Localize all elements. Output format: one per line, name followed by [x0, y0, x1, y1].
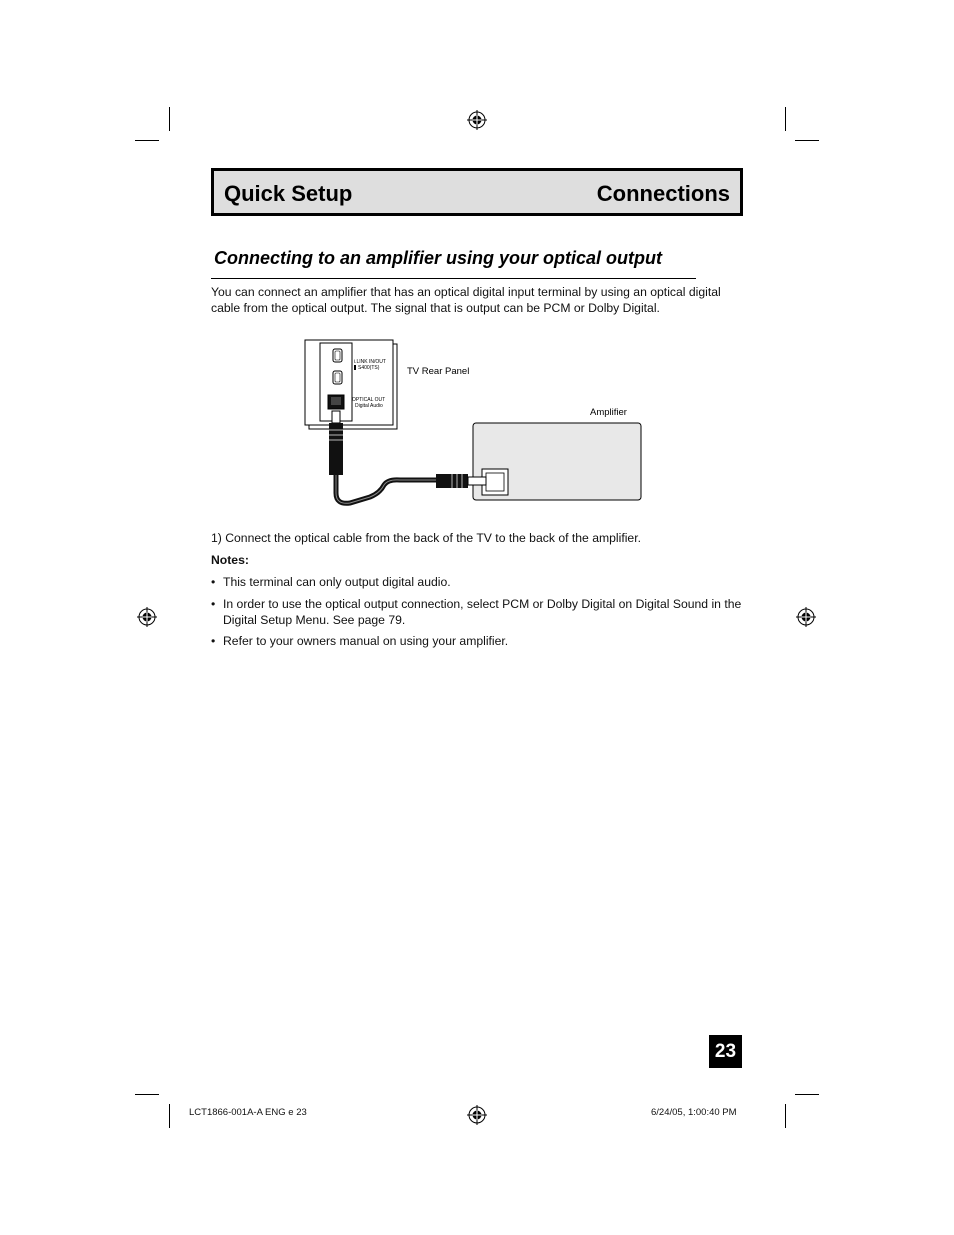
- bullet-icon: •: [211, 597, 216, 611]
- note-text: This terminal can only output digital audio.: [223, 575, 451, 589]
- header-title-right: Connections: [596, 181, 730, 206]
- registration-mark-icon: [467, 1105, 487, 1125]
- crop-mark: [795, 140, 819, 141]
- section-title: Connecting to an amplifier using your optical output: [214, 248, 662, 268]
- connection-diagram: [300, 335, 650, 510]
- bullet-icon: •: [211, 575, 216, 589]
- optical-label: OPTICAL OUT: [352, 397, 386, 403]
- optical-sub-label: Digital Audio: [355, 403, 383, 409]
- step-1: 1) Connect the optical cable from the back of the TV to the back of the amplifier.: [211, 531, 641, 545]
- note-item: [211, 575, 746, 591]
- ilink-logo-icon: [354, 365, 356, 370]
- crop-mark: [135, 140, 159, 141]
- registration-mark-icon: [796, 607, 816, 627]
- crop-mark: [135, 1094, 159, 1095]
- notes-heading: Notes:: [211, 553, 249, 567]
- crop-mark: [169, 1104, 170, 1128]
- section-divider: [211, 278, 696, 279]
- footer-file-info: LCT1866-001A-A ENG e 23: [189, 1107, 307, 1118]
- ilink-label: i.LINK IN/OUT: [354, 359, 386, 365]
- ilink-sub-label: S400(TS): [358, 365, 380, 371]
- note-text: In order to use the optical output connection, select PCM or Dolby Digital on Digital Sound in the Digital Setup Menu. See page 79.: [223, 597, 742, 627]
- crop-mark: [785, 1104, 786, 1128]
- note-text: Refer to your owners manual on using your amplifier.: [223, 634, 509, 648]
- registration-mark-icon: [467, 110, 487, 130]
- note-item: [211, 634, 746, 650]
- registration-mark-icon: [137, 607, 157, 627]
- bullet-icon: •: [211, 634, 216, 648]
- intro-paragraph: You can connect an amplifier that has an optical digital input terminal by using an optical digital cable from the optical output. The signal that is output can be PCM or Dolby Digital.: [211, 285, 721, 315]
- footer-timestamp: 6/24/05, 1:00:40 PM: [651, 1107, 737, 1118]
- tv-rear-panel: [305, 340, 397, 429]
- page-number: 23: [709, 1035, 742, 1068]
- crop-mark: [795, 1094, 819, 1095]
- amplifier-label: Amplifier: [590, 407, 627, 418]
- header-title-left: Quick Setup: [224, 181, 353, 206]
- page-header: [211, 168, 743, 216]
- amplifier-box: [473, 423, 641, 500]
- crop-mark: [169, 107, 170, 131]
- note-item: [211, 597, 746, 628]
- crop-mark: [785, 107, 786, 131]
- tv-rear-panel-label: TV Rear Panel: [407, 366, 470, 377]
